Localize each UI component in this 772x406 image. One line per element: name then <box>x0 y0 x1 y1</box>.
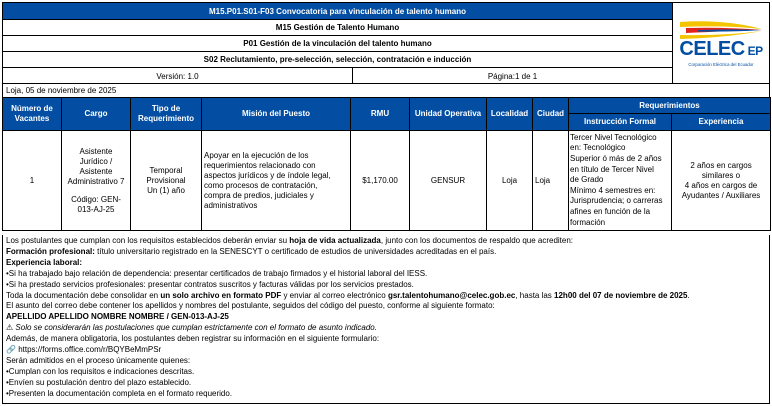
cell-experiencia: 2 años en cargos similares o 4 años en cargos de Ayudantes / Auxiliares <box>672 131 771 231</box>
admitted-item: •Envíen su postulación dentro del plazo establecido. <box>6 377 192 387</box>
contact-email[interactable]: gsr.talentohumano@celec.gob.ec <box>387 290 516 300</box>
form-instructions: Además, de manera obligatoria, los postulantes deben registrar su información en el siguiente formulario: <box>6 334 380 344</box>
cell-rmu: $1,170.00 <box>351 131 410 231</box>
col-header-cargo: Cargo <box>62 98 131 131</box>
formacion-paragraph: Formación profesional: título universitario registrado en la SENESCYT o certificado de estudios de universidades acreditadas en el país. <box>6 246 497 256</box>
col-header-instruccion: Instrucción Formal <box>569 114 672 131</box>
cell-mision: Apoyar en la ejecución de los requerimientos relacionado con aspectos jurídicos y de índole legal, como procesos de contratación, compra de predios, judiciales y administrativos <box>202 131 351 231</box>
admitted-intro: Serán admitidos en el proceso únicamente quienes: <box>6 355 191 365</box>
col-header-localidad: Localidad <box>487 98 533 131</box>
warning-note: ⚠ Solo se considerarán las postulaciones que cumplan estrictamente con el formato de asunto indicado. <box>6 323 377 333</box>
col-header-experiencia: Experiencia <box>672 114 771 131</box>
subject-instructions: El asunto del correo debe contener los apellidos y nombres del postulante, seguidos del código del puesto, conforme al siguiente formato: <box>6 301 495 311</box>
document-header <box>2 2 770 84</box>
experiencia-label: Experiencia laboral: <box>6 257 83 267</box>
form-link-line <box>6 345 769 356</box>
deadline: 12h00 del 07 de noviembre de 2025 <box>554 290 688 300</box>
warning-icon: ⚠ <box>6 323 14 333</box>
logo-tagline: Corporación Eléctrica del Ecuador <box>688 62 754 67</box>
col-header-vacantes: Número de Vacantes <box>3 98 62 131</box>
cell-unidad: GENSUR <box>410 131 487 231</box>
col-header-tipo: Tipo de Requerimiento <box>131 98 202 131</box>
admitted-item: •Cumplan con los requisitos e indicaciones descritas. <box>6 366 195 376</box>
form-code-title: M15.P01.S01-F03 Convocatoria para vinculación de talento humano <box>3 3 672 20</box>
page-number: Página:1 de 1 <box>487 71 538 81</box>
col-header-ciudad: Ciudad <box>533 98 569 131</box>
experiencia-item: •Si ha trabajado bajo relación de dependencia: presentar certificados de trabajo firmados y el historial laboral del IESS. <box>6 268 428 278</box>
cell-ciudad: Loja <box>533 131 569 231</box>
cell-instruccion: Tercer Nivel Tecnológico en: Tecnológico Superior ó más de 2 años en título de Tercer Nivel de Grado Mínimo 4 semestres en: Jurisprudencia; o carreras afines en función de la formación <box>569 131 672 231</box>
col-header-rmu: RMU <box>351 98 410 131</box>
macro-process: M15 Gestión de Talento Humano <box>3 20 672 36</box>
admitted-item: •Presenten la documentación completa en el formato requerido. <box>6 388 233 398</box>
cargo-code: Código: GEN- 013-AJ-25 <box>71 194 121 214</box>
table-row <box>3 131 771 231</box>
version-page-row <box>3 68 672 84</box>
cell-localidad: Loja <box>487 131 533 231</box>
link-icon: 🔗 <box>6 345 16 355</box>
experiencia-item: •Si ha prestado servicios profesionales: presentar contratos suscritos y facturas válidas por los servicios prestados. <box>6 279 414 289</box>
form-link[interactable]: https://forms.office.com/r/BQYBeMmPSr <box>18 345 162 355</box>
celec-logo <box>672 3 769 83</box>
cell-vacantes: 1 <box>3 131 62 231</box>
cell-tipo: Temporal Provisional Un (1) año <box>131 131 202 231</box>
col-header-unidad: Unidad Operativa <box>410 98 487 131</box>
process: P01 Gestión de la vinculación del talento humano <box>3 36 672 52</box>
logo-wordmark: CELEC EP <box>679 38 763 60</box>
version: Versión: 1.0 <box>3 68 353 84</box>
intro-paragraph: Los postulantes que cumplan con los requisitos establecidos deberán enviar su hoja de vida actualizada, junto con los documentos de respaldo que acrediten: <box>6 236 574 245</box>
vacancy-table <box>2 97 771 231</box>
subject-format: APELLIDO APELLIDO NOMBRE NOMBRE / GEN-013-AJ-25 <box>6 312 229 322</box>
subprocess: S02 Reclutamiento, pre-selección, selección, contratación e inducción <box>3 52 672 68</box>
place-date: Loja, 05 de noviembre de 2025 <box>2 84 770 98</box>
cargo-title: Asistente Jurídico / Asistente Administrativo 7 <box>67 146 125 186</box>
col-header-mision: Misión del Puesto <box>202 98 351 131</box>
col-header-requerimientos: Requerimientos <box>569 98 771 114</box>
application-instructions <box>2 235 770 404</box>
cell-cargo <box>62 131 131 231</box>
documentation-paragraph: Toda la documentación debe consolidar en un solo archivo en formato PDF y enviar al correo electrónico gsr.talentohumano@celec.gob.ec, hasta las 12h00 del 07 de noviembre de 2025. <box>6 290 690 300</box>
